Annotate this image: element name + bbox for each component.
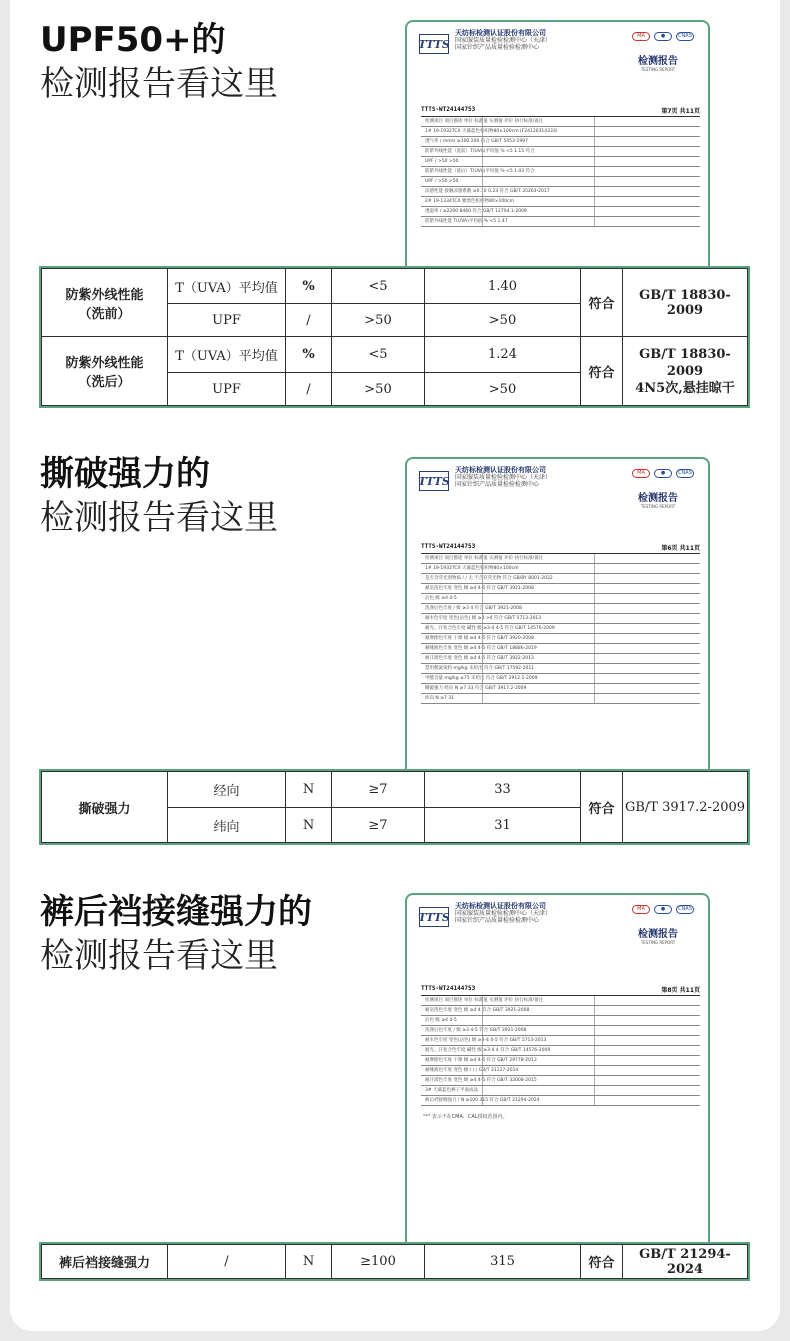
cell-result: 符合	[581, 269, 623, 337]
page-number: 第7页 共11页	[661, 108, 700, 115]
doc-number: TTTS-WT24144753	[421, 543, 476, 550]
page-number: 第6页 共11页	[661, 545, 700, 552]
cell-standard: ≥7	[332, 772, 425, 808]
report-row: 防紫外线性能（洗前）T(UVA)平均值 % <5 1.15 符合	[421, 147, 700, 157]
cell-item: 裤后裆接缝强力	[42, 1245, 168, 1279]
report-row: 3# 天幕蓝色裤子平面成品	[421, 1086, 700, 1096]
report-row: 检测项目 项目描述 单位 标准值 实测值 评价 执行标准/备注	[421, 117, 700, 127]
doc-number: TTTS-WT24144753	[421, 106, 476, 113]
cell-measured: 1.24	[425, 337, 581, 373]
cell-standard: >50	[332, 373, 425, 406]
cell-measured: 1.40	[425, 269, 581, 304]
cell-unit: %	[286, 269, 332, 304]
cell-measured: >50	[425, 373, 581, 406]
report-image-tear	[405, 457, 710, 772]
cell-measured: >50	[425, 304, 581, 337]
cell-result: 符合	[581, 1245, 623, 1279]
report-row: 耐光、汗复合色牢度 碱性 级 ≥3-4 4 符合 GB/T 14576-2009	[421, 1046, 700, 1056]
report-footnote: "*" 表示不在CMA、CAL授权范围内。	[423, 1114, 508, 1120]
report-rows	[421, 553, 700, 704]
cell-desc: T（UVA）平均值	[168, 337, 286, 373]
cell-standard: <5	[332, 337, 425, 373]
report-row: 裤后裆接缝强力 / N ≥100 315 符合 GB/T 21294-2024	[421, 1096, 700, 1106]
cell-standard-ref: GB/T 21294-2024	[623, 1245, 748, 1279]
report-row: 耐汗渍色牢度 变色 级 ≥4 4-5 符合 GB/T 32008-2015	[421, 1076, 700, 1086]
heading-line2: 检测报告看这里	[40, 64, 278, 104]
report-title: 检测报告 TESTING REPORT	[638, 56, 678, 72]
report-row: 洗涤后色牢度 / 级 ≥3 4 符合 GB/T 3921-2008	[421, 604, 700, 614]
report-row: 2# 19-1334TCX 雅黑色机织物80×100cm	[421, 197, 700, 207]
heading-line2: 检测报告看这里	[40, 498, 278, 538]
report-row: 防紫外线性能（洗后）T(UVA)平均值 % <5 1.03 符合	[421, 167, 700, 177]
cell-desc: T（UVA）平均值	[168, 269, 286, 304]
heading-line1: 撕破强力的	[40, 454, 210, 494]
report-row: 甲醛含量 mg/kg ≤75 未检出 符合 GB/T 2912.1-2009	[421, 674, 700, 684]
report-row: 是否含荧光剂物质 / / 无 不含有荧光物 符合 GB/BY 8001-2022	[421, 574, 700, 584]
report-row: 耐皂洗色牢度 变色 级 ≥4 4 符合 GB/T 3921-2008	[421, 1006, 700, 1016]
heading-line2: 检测报告看这里	[40, 936, 278, 976]
section-heading-tear	[40, 452, 278, 540]
cell-item: 防紫外线性能 （洗后）	[42, 337, 168, 406]
cell-desc: 经向	[168, 772, 286, 808]
company-sub1: 国家服装质量检验检测中心（天津）	[455, 910, 552, 917]
cell-standard: <5	[332, 269, 425, 304]
cell-unit: /	[286, 373, 332, 406]
cell-standard-ref: GB/T 3917.2-2009	[623, 772, 748, 843]
certification-marks: MA ● CNAS	[632, 905, 694, 914]
section-heading-upf	[40, 18, 278, 106]
company-name: 天纺标检测认证股份有限公司	[455, 466, 546, 474]
doc-number: TTTS-WT24144753	[421, 985, 476, 992]
report-row: 耐光、汗复合色牢度 碱性 级 ≥3-4 4-5 符合 GB/T 14576-2009	[421, 624, 700, 634]
report-row: 耐皂洗色牢度 变色 级 ≥4 4-5 符合 GB/T 3921-2008	[421, 584, 700, 594]
report-row: 透气率 / mm/s ≥100 200 符合 GB/T 5453-1997	[421, 137, 700, 147]
company-name: 天纺标检测认证股份有限公司	[455, 29, 546, 37]
company-sub1: 国家服装质量检验检测中心（天津）	[455, 37, 552, 44]
ttts-logo: TTTS	[419, 34, 449, 54]
report-rows	[421, 995, 700, 1106]
cell-standard: ≥100	[332, 1245, 425, 1279]
cell-desc: UPF	[168, 304, 286, 337]
certification-marks: MA ● CNAS	[632, 469, 694, 478]
cell-desc: UPF	[168, 373, 286, 406]
report-title: 检测报告 TESTING REPORT	[638, 929, 678, 945]
report-row: 洗涤后色牢度 / 级 ≥3 4-5 符合 GB/T 3921-2008	[421, 1026, 700, 1036]
company-info	[455, 903, 551, 924]
report-row: 透湿率 / ≥2200 8460 符合 GB/T 12704.1-2009	[421, 207, 700, 217]
report-title: 检测报告 TESTING REPORT	[638, 493, 678, 509]
heading-line1: UPF50+的	[40, 20, 226, 60]
cell-unit: N	[286, 1245, 332, 1279]
report-row: UPF / >50 >50	[421, 157, 700, 167]
cell-item: 防紫外线性能 （洗前）	[42, 269, 168, 337]
section-heading-seam	[40, 890, 312, 978]
cell-standard: >50	[332, 304, 425, 337]
report-row: 耐摩擦色牢度 干摩 级 ≥4 4-5 符合 GB/T 3920-2008	[421, 634, 700, 644]
cell-unit: %	[286, 337, 332, 373]
report-row: 检测项目 项目描述 单位 标准值 实测值 评价 执行标准/备注	[421, 996, 700, 1006]
report-row: 耐摩擦色牢度 干摩 级 ≥4 4-5 符合 GB/T 29778-2013	[421, 1056, 700, 1066]
report-row: 沾色 级 ≥4 4-5	[421, 1016, 700, 1026]
report-image-upf	[405, 20, 710, 270]
company-info	[455, 467, 551, 488]
company-sub2: 国家针织产品质量检验检测中心	[455, 44, 540, 51]
heading-line1: 裤后裆接缝强力的	[40, 892, 312, 932]
company-sub1: 国家服装质量检验检测中心（天津）	[455, 474, 552, 481]
ttts-logo: TTTS	[419, 907, 449, 927]
report-row: 耐水色牢度 变色(沾色) 级 ≥4 >4 符合 GB/T 5713-2013	[421, 614, 700, 624]
cell-item: 撕破强力	[42, 772, 168, 843]
cell-unit: N	[286, 772, 332, 808]
company-sub2: 国家针织产品质量检验检测中心	[455, 917, 540, 924]
cell-unit: /	[286, 304, 332, 337]
report-row: 检测项目 项目描述 单位 标准值 实测值 评价 执行标准/备注	[421, 554, 700, 564]
cell-result: 符合	[581, 337, 623, 406]
company-sub2: 国家针织产品质量检验检测中心	[455, 481, 540, 488]
cell-measured: 315	[425, 1245, 581, 1279]
ttts-logo: TTTS	[419, 471, 449, 491]
report-row: 耐唾液色牢度 变色 级 ≥4 4-5 符合 GB/T 18886-2019	[421, 644, 700, 654]
report-row: 沾色 级 ≥4 4-5	[421, 594, 700, 604]
cell-desc: /	[168, 1245, 286, 1279]
report-image-seam	[405, 893, 710, 1245]
tear-result-table	[41, 771, 748, 843]
upf-result-table	[41, 268, 748, 406]
report-row: 1# 19-1932TCX 天幕蓝色机织物80×100cm	[421, 564, 700, 574]
report-row: 禁用偶氮染料 mg/kg 未检出 符合 GB/T 17592-2011	[421, 664, 700, 674]
cell-unit: N	[286, 808, 332, 843]
report-row: 撕破强力 经向 N ≥7 33 符合 GB/T 3917.2-2009	[421, 684, 700, 694]
report-rows	[421, 116, 700, 227]
company-name: 天纺标检测认证股份有限公司	[455, 902, 546, 910]
cell-standard-ref: GB/T 18830-2009	[623, 269, 748, 337]
cell-result: 符合	[581, 772, 623, 843]
report-row: 耐水色牢度 变色(沾色) 级 ≥3-4 4-5 符合 GB/T 5713-2013	[421, 1036, 700, 1046]
cell-standard-ref: GB/T 18830-2009 4N5次,悬挂晾干	[623, 337, 748, 406]
cell-desc: 纬向	[168, 808, 286, 843]
seam-result-table	[41, 1244, 748, 1279]
report-row: 纬向 N ≥7 31	[421, 694, 700, 704]
cell-measured: 31	[425, 808, 581, 843]
page-number: 第8页 共11页	[661, 987, 700, 994]
report-row: 凉感性能 接触凉感系数 ≥0.10 0.23 符合 GB/T 35263-2017	[421, 187, 700, 197]
cell-measured: 33	[425, 772, 581, 808]
report-row: 耐汗渍色牢度 变色 级 ≥4 4-5 符合 GB/T 3922-2013	[421, 654, 700, 664]
company-info	[455, 30, 551, 51]
report-row: 防紫外线性能 T(UVA)平均值 % <5 1.47	[421, 217, 700, 227]
report-row: 耐唾液色牢度 变色 级 / / / GB/T 31127-2014	[421, 1066, 700, 1076]
cell-standard: ≥7	[332, 808, 425, 843]
report-row: 1# 19-1932TCX 天幕蓝色机织物80×100cm (F24120314333)	[421, 127, 700, 137]
report-row: UPF / >50 >50	[421, 177, 700, 187]
certification-marks: MA ● CNAS	[632, 32, 694, 41]
